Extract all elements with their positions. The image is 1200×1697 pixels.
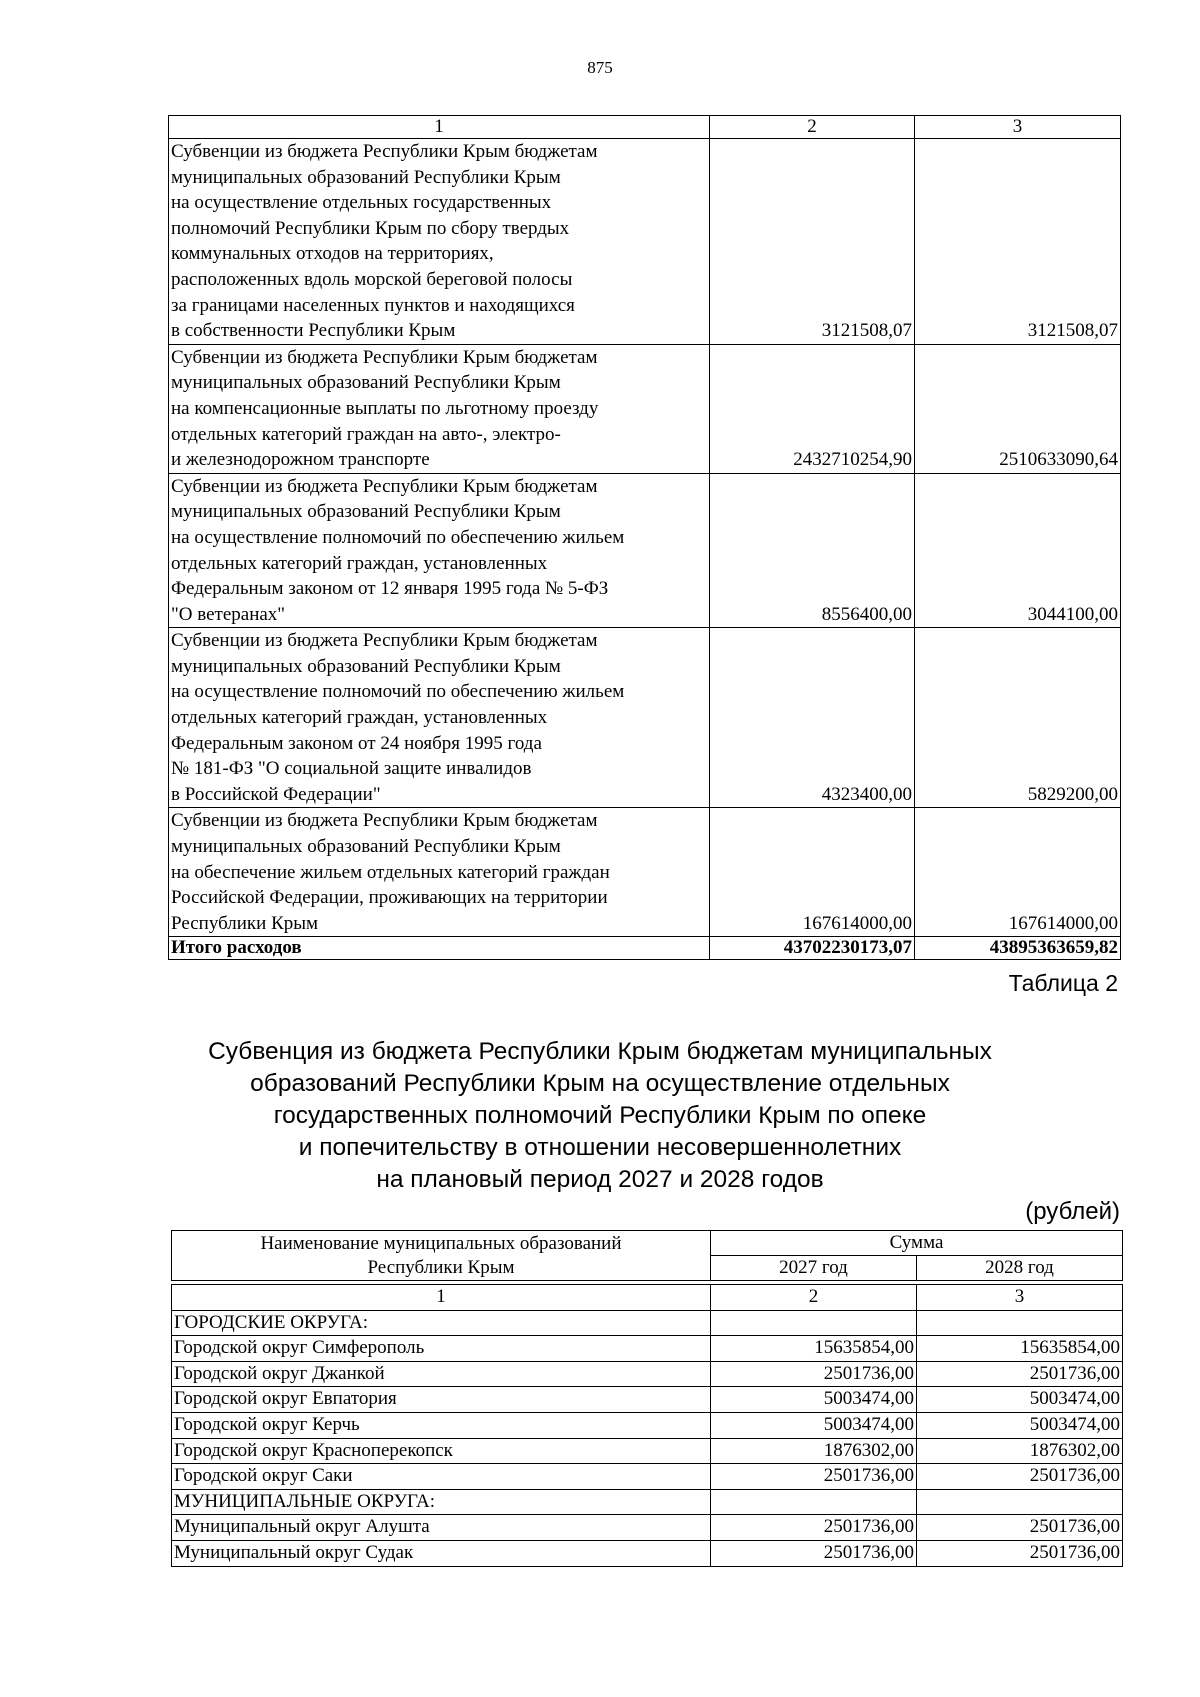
row-value-2028: 15635854,00	[917, 1336, 1123, 1362]
expenses-table	[168, 115, 1121, 960]
table-caption: Таблица 2	[1008, 970, 1118, 996]
row-value-col2: 4323400,00	[710, 628, 915, 808]
row-value-2028	[917, 1489, 1123, 1515]
row-name: Муниципальный округ Алушта	[172, 1515, 711, 1541]
column-number: 3	[915, 116, 1121, 139]
row-name: Городской округ Саки	[172, 1464, 711, 1490]
page-number: 875	[587, 58, 613, 77]
row-name: Городской округ Керчь	[172, 1412, 711, 1438]
table-row	[169, 473, 1121, 628]
row-value-2028: 2501736,00	[917, 1540, 1123, 1566]
table-row	[169, 628, 1121, 808]
title-line: на плановый период 2027 и 2028 годов	[376, 1166, 824, 1193]
header-year-2028: 2028 год	[917, 1256, 1123, 1281]
table-row	[169, 808, 1121, 937]
row-description: Субвенции из бюджета Республики Крым бюджетам муниципальных образований Республики Крым на обеспечение жильем отдельных категорий граждан Российской Федерации, проживающих на территории Республики Крым	[169, 808, 710, 937]
subvention-table-header	[171, 1230, 1123, 1281]
header-sum: Сумма	[711, 1231, 1123, 1256]
row-value-2027: 1876302,00	[711, 1438, 917, 1464]
table-row	[169, 344, 1121, 473]
row-value-2027: 5003474,00	[711, 1387, 917, 1413]
total-value-col2: 43702230173,07	[710, 937, 915, 960]
row-value-col3: 2510633090,64	[915, 344, 1121, 473]
table-row	[172, 1540, 1123, 1566]
section-header-row	[172, 1489, 1123, 1515]
column-number: 1	[172, 1285, 711, 1311]
table-row	[169, 139, 1121, 345]
column-number: 3	[917, 1285, 1123, 1311]
table-row	[172, 1387, 1123, 1413]
row-value-2028: 2501736,00	[917, 1464, 1123, 1490]
column-number: 2	[711, 1285, 917, 1311]
column-number: 2	[710, 116, 915, 139]
header-name-column: Наименование муниципальных образований Республики Крым	[172, 1231, 711, 1281]
table-row	[172, 1438, 1123, 1464]
section-header-row	[172, 1310, 1123, 1336]
row-name: Городской округ Красноперекопск	[172, 1438, 711, 1464]
row-name: МУНИЦИПАЛЬНЫЕ ОКРУГА:	[172, 1489, 711, 1515]
row-value-2028: 1876302,00	[917, 1438, 1123, 1464]
row-value-col3: 167614000,00	[915, 808, 1121, 937]
row-value-2027	[711, 1310, 917, 1336]
row-value-col3: 5829200,00	[915, 628, 1121, 808]
subvention-table	[171, 1284, 1123, 1567]
row-value-2028: 2501736,00	[917, 1361, 1123, 1387]
total-label: Итого расходов	[169, 937, 710, 960]
row-value-2028: 2501736,00	[917, 1515, 1123, 1541]
total-row	[169, 937, 1121, 960]
title-line: и попечительству в отношении несовершеннолетних	[298, 1134, 902, 1161]
row-value-col2: 167614000,00	[710, 808, 915, 937]
header-row	[172, 1231, 1123, 1256]
row-description: Субвенции из бюджета Республики Крым бюджетам муниципальных образований Республики Крым на компенсационные выплаты по льготному проезду отдельных категорий граждан на авто-, электро- и железнодорожном транспорте	[169, 344, 710, 473]
units-label: (рублей)	[1025, 1198, 1120, 1225]
row-value-2028: 5003474,00	[917, 1412, 1123, 1438]
table-row	[172, 1412, 1123, 1438]
document-title	[120, 1036, 1080, 1196]
row-name: ГОРОДСКИЕ ОКРУГА:	[172, 1310, 711, 1336]
table-row	[172, 1336, 1123, 1362]
column-number-row	[169, 116, 1121, 139]
column-number-row	[172, 1285, 1123, 1311]
row-value-2027: 2501736,00	[711, 1361, 917, 1387]
row-value-col3: 3121508,07	[915, 139, 1121, 345]
row-description: Субвенции из бюджета Республики Крым бюджетам муниципальных образований Республики Крым на осуществление полномочий по обеспечению жильем отдельных категорий граждан, установленных Федеральным законом от 12 января 1995 года № 5-ФЗ "О ветеранах"	[169, 473, 710, 628]
row-name: Городской округ Джанкой	[172, 1361, 711, 1387]
row-value-2027: 2501736,00	[711, 1464, 917, 1490]
row-description: Субвенции из бюджета Республики Крым бюджетам муниципальных образований Республики Крым на осуществление отдельных государственных полномочий Республики Крым по сбору твердых коммунальных отходов на территориях, расположенных вдоль морской береговой полосы за границами населенных пунктов и находящихся в собственности Республики Крым	[169, 139, 710, 345]
row-value-2027: 5003474,00	[711, 1412, 917, 1438]
row-value-col2: 8556400,00	[710, 473, 915, 628]
title-line: образований Республики Крым на осуществление отдельных	[250, 1070, 950, 1097]
row-value-2027: 15635854,00	[711, 1336, 917, 1362]
table-row	[172, 1361, 1123, 1387]
row-value-col3: 3044100,00	[915, 473, 1121, 628]
row-value-2028: 5003474,00	[917, 1387, 1123, 1413]
table-row	[172, 1515, 1123, 1541]
title-line: государственных полномочий Республики Крым по опеке	[273, 1102, 927, 1129]
column-number: 1	[169, 116, 710, 139]
row-description: Субвенции из бюджета Республики Крым бюджетам муниципальных образований Республики Крым на осуществление полномочий по обеспечению жильем отдельных категорий граждан, установленных Федеральным законом от 24 ноября 1995 года № 181-ФЗ "О социальной защите инвалидов в Российской Федерации"	[169, 628, 710, 808]
row-value-2027: 2501736,00	[711, 1540, 917, 1566]
row-value-col2: 2432710254,90	[710, 344, 915, 473]
table-row	[172, 1464, 1123, 1490]
row-value-2027	[711, 1489, 917, 1515]
header-year-2027: 2027 год	[711, 1256, 917, 1281]
row-name: Городской округ Симферополь	[172, 1336, 711, 1362]
total-value-col3: 43895363659,82	[915, 937, 1121, 960]
row-value-2027: 2501736,00	[711, 1515, 917, 1541]
row-name: Муниципальный округ Судак	[172, 1540, 711, 1566]
row-name: Городской округ Евпатория	[172, 1387, 711, 1413]
row-value-2028	[917, 1310, 1123, 1336]
title-line: Субвенция из бюджета Республики Крым бюджетам муниципальных	[208, 1038, 992, 1065]
row-value-col2: 3121508,07	[710, 139, 915, 345]
